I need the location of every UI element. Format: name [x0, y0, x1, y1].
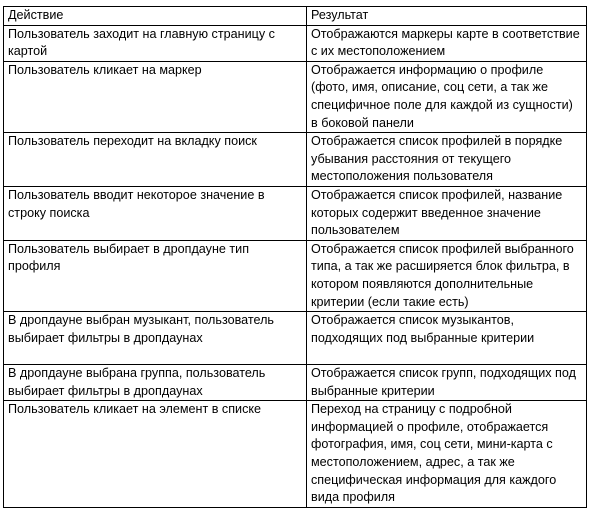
action-cell: Пользователь выбирает в дропдауне тип профиля	[4, 240, 307, 311]
result-cell: Отображается список профилей, название которых содержит введенное значение пользователем	[307, 186, 587, 240]
table-row	[4, 25, 587, 61]
action-cell: В дропдауне выбрана группа, пользователь выбирает фильтры в дропдаунах	[4, 365, 307, 401]
table-row	[4, 133, 587, 187]
result-cell: Отображается список профилей в порядке убывания расстояния от текущего местоположения пользователя	[307, 133, 587, 187]
action-cell: Пользователь заходит на главную страницу с картой	[4, 25, 307, 61]
action-cell: Пользователь переходит на вкладку поиск	[4, 133, 307, 187]
result-cell: Отображается список музыкантов, подходящих под выбранные критерии	[307, 312, 587, 365]
action-cell: Пользователь кликает на элемент в списке	[4, 401, 307, 508]
result-cell: Отображаются маркеры карте в соответствие с их местоположением	[307, 25, 587, 61]
table-row	[4, 312, 587, 365]
header-result: Результат	[307, 7, 587, 26]
table-row	[4, 240, 587, 311]
spec-table	[3, 6, 587, 508]
table-row	[4, 61, 587, 132]
table-row	[4, 401, 587, 508]
action-cell: Пользователь кликает на маркер	[4, 61, 307, 132]
table-row	[4, 186, 587, 240]
result-cell: Отображается список профилей выбранного типа, а так же расширяется блок фильтра, в котором появляются дополнительные критерии (если такие есть)	[307, 240, 587, 311]
result-cell: Отображается список групп, подходящих под выбранные критерии	[307, 365, 587, 401]
result-cell: Отображается информацию о профиле (фото, имя, описание, соц сети, а так же специфичное поле для каждой из сущности) в боковой панели	[307, 61, 587, 132]
header-row	[4, 7, 587, 26]
table-row	[4, 365, 587, 401]
action-cell: Пользователь вводит некоторое значение в строку поиска	[4, 186, 307, 240]
header-action: Действие	[4, 7, 307, 26]
result-cell: Переход на страницу с подробной информацией о профиле, отображается фотография, имя, соц сети, мини-карта с местоположением, адрес, а так же специфическая информация для каждого вида профиля	[307, 401, 587, 508]
action-cell: В дропдауне выбран музыкант, пользователь выбирает фильтры в дропдаунах	[4, 312, 307, 365]
